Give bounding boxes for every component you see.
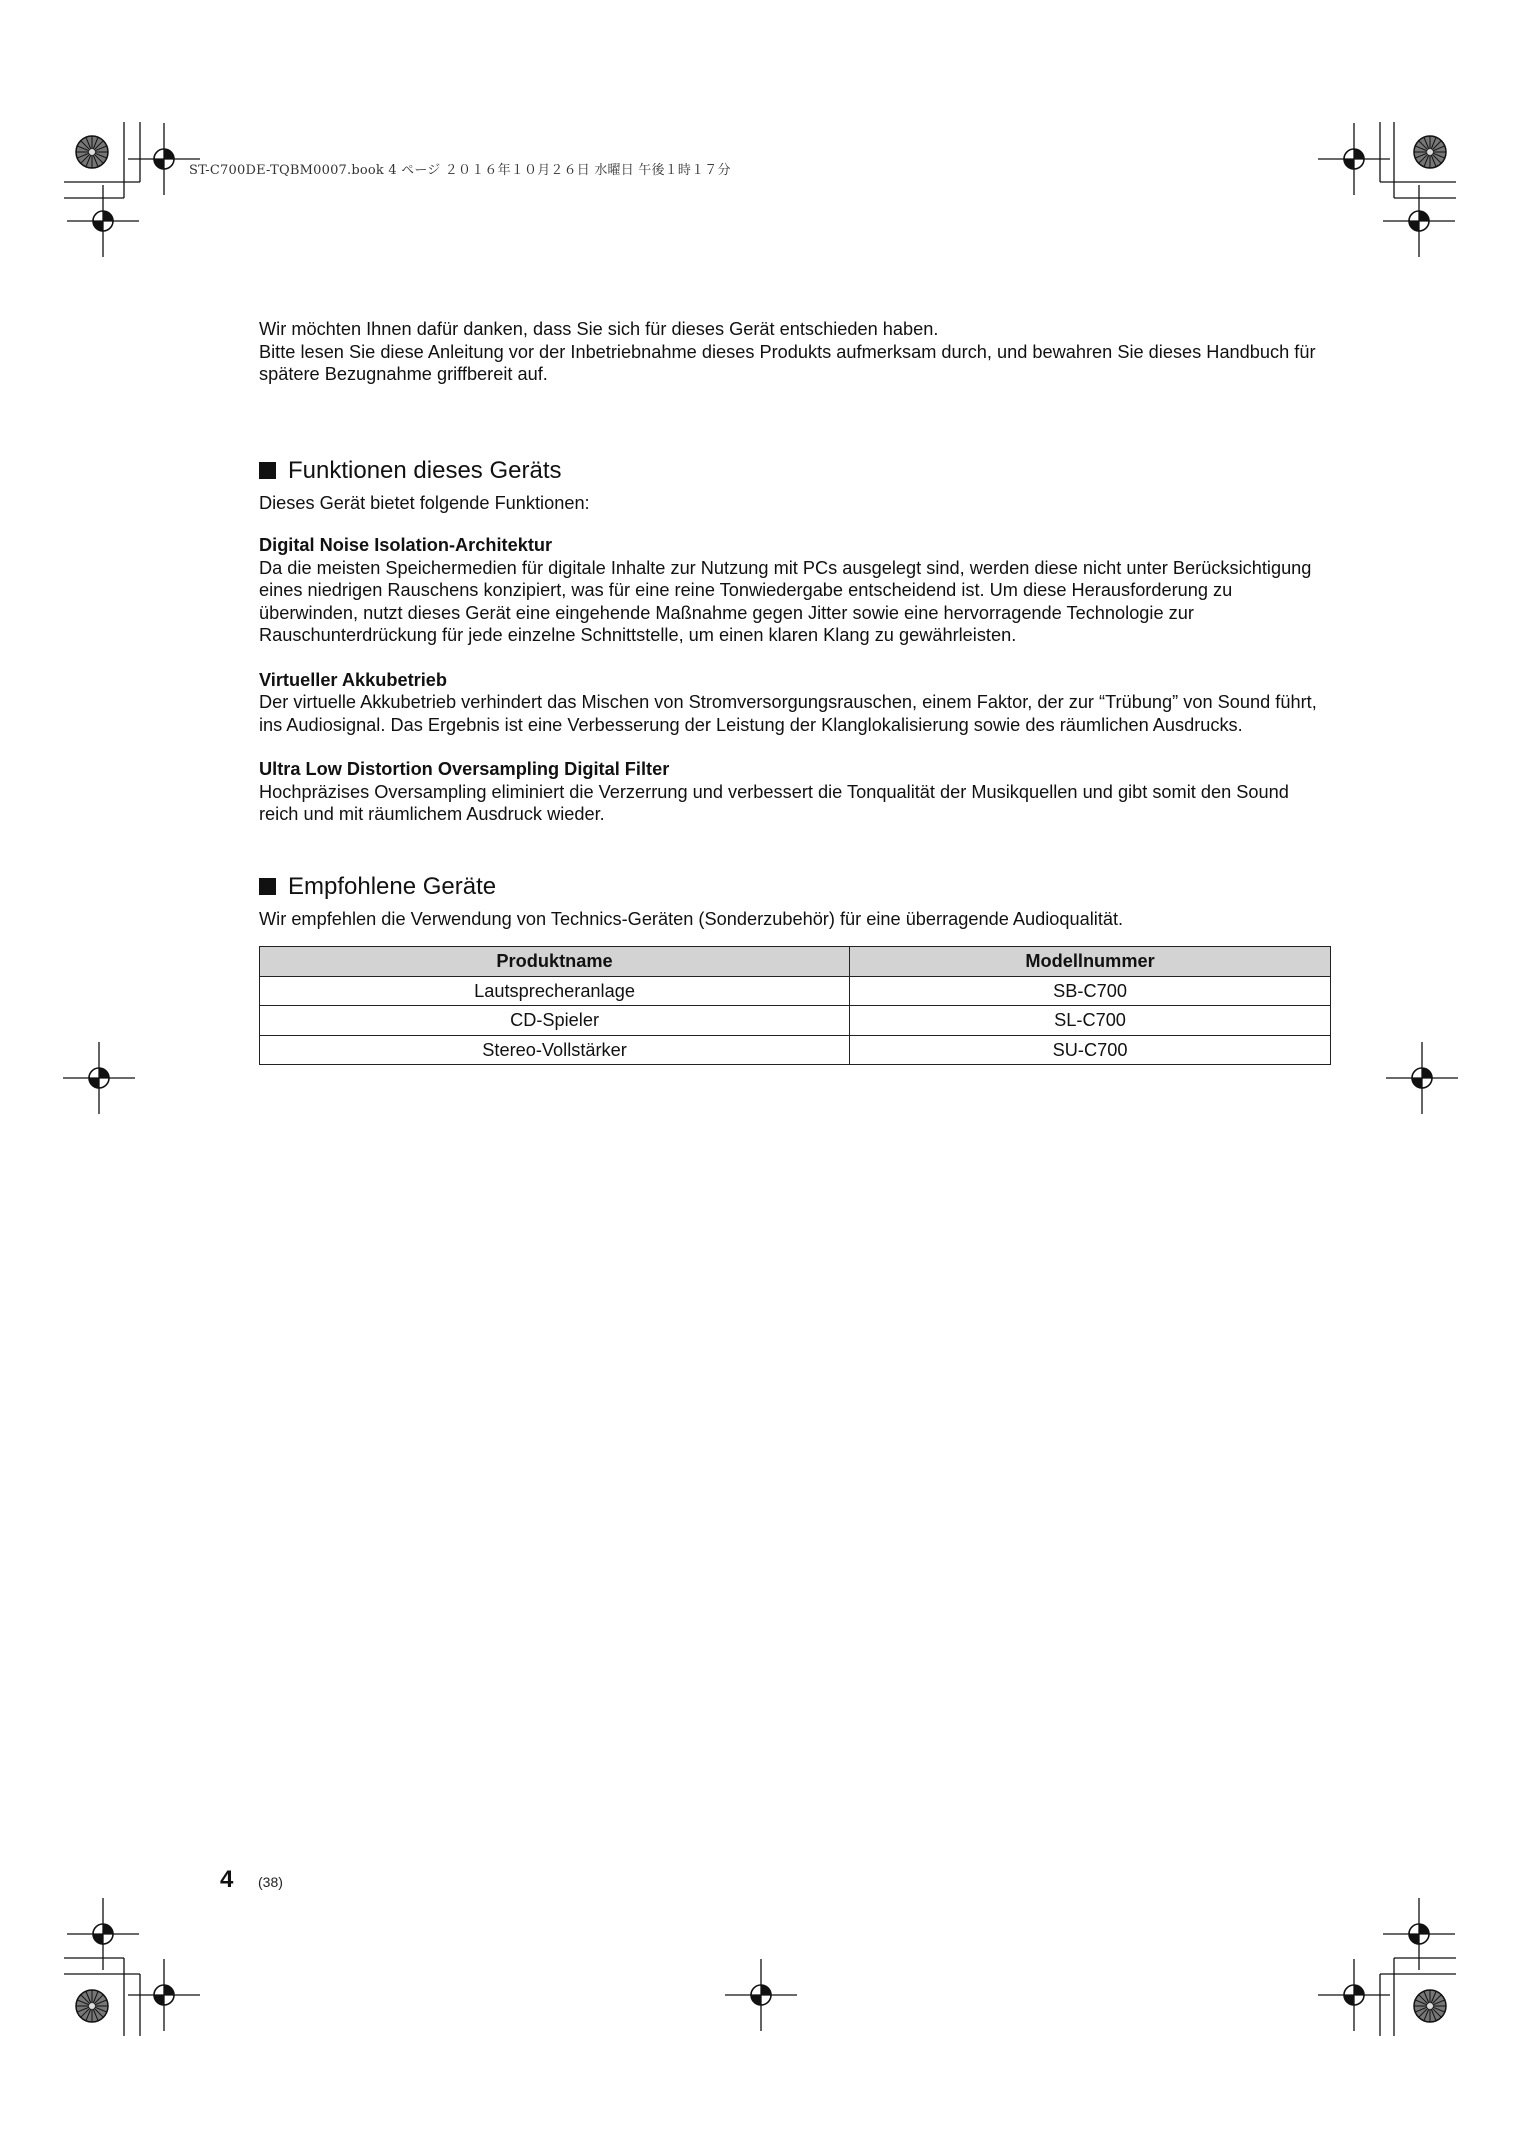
table-cell: CD-Spieler [260, 1006, 850, 1036]
recommended-devices-table [259, 946, 1331, 1065]
feature-title: Virtueller Akkubetrieb [259, 669, 448, 690]
feature-title: Digital Noise Isolation-Architektur [259, 535, 553, 555]
intro-line: Wir möchten Ihnen dafür danken, dass Sie sich für dieses Gerät entschieden haben. [259, 319, 939, 339]
print-job-header: ST-C700DE-TQBM0007.book 4 ページ ２０１６年１０月２６日 水曜日 午後１時１７分 [189, 163, 731, 178]
registration-target-icon [128, 1959, 200, 2031]
page-content [259, 318, 1331, 1065]
feature-text: Da die meisten Speichermedien für digitale Inhalte zur Nutzung mit PCs ausgelegt sind, werden diese nicht unter Berücksichtigung eines niedrigen Rauschens konzipiert, was für eine reine Tonwiedergabe entscheidend ist. Um diese Herausforderung zu überwinden, nutzt dieses Gerät eine eingehende Maßnahme gegen Jitter sowie eine hervorragende Technologie zur Rauschunterdrückung für jede einzelne Schnittstelle, um einen klaren Klang zu gewährleisten. [259, 557, 1312, 645]
intro-line: Bitte lesen Sie diese Anleitung vor der Inbetriebnahme dieses Produkts aufmerksam durch, und bewahren Sie dieses Handbuch für spätere Bezugnahme griffbereit auf. [259, 341, 1316, 384]
column-header: Modellnummer [850, 947, 1331, 977]
registration-star-icon [76, 136, 108, 168]
table-header-row [260, 947, 1331, 977]
table-cell: SB-C700 [850, 976, 1331, 1006]
registration-star-icon [76, 1990, 108, 2022]
feature-text: Der virtuelle Akkubetrieb verhindert das Mischen von Stromversorgungsrauschen, einem Faktor, der zur “Trübung” von Sound führt, ins Audiosignal. Das Ergebnis ist eine Verbesserung der Leistung der Klanglokalisierung sowie des räumlichen Ausdrucks. [259, 692, 1317, 735]
intro [259, 318, 1331, 386]
section-heading-recommended [259, 872, 1331, 902]
table-cell: SU-C700 [850, 1035, 1331, 1065]
feature-text: Hochpräzises Oversampling eliminiert die Verzerrung und verbessert die Tonqualität der Musikquellen und gibt somit den Sound reich und mit räumlichem Ausdruck wieder. [259, 781, 1289, 824]
table-cell: SL-C700 [850, 1006, 1331, 1036]
table-row [260, 976, 1331, 1006]
registration-target-icon [1386, 1042, 1458, 1114]
registration-star-icon [1414, 1990, 1446, 2022]
page-sub-number: (38) [258, 1874, 283, 1890]
registration-target-icon [63, 1042, 135, 1114]
section-heading-functions [259, 456, 1331, 486]
square-bullet-icon [259, 878, 276, 895]
feature-title: Ultra Low Distortion Oversampling Digital Filter [259, 759, 670, 779]
registration-star-icon [1414, 136, 1446, 168]
registration-target-icon [67, 185, 139, 257]
section-lead: Wir empfehlen die Verwendung von Technics-Geräten (Sonderzubehör) für eine überragende Audioqualität. [259, 908, 1124, 929]
table-row [260, 1006, 1331, 1036]
feature-block [259, 758, 1331, 826]
section-lead: Dieses Gerät bietet folgende Funktionen: [259, 492, 590, 513]
column-header: Produktname [260, 947, 850, 977]
table-cell: Stereo-Vollstärker [260, 1035, 850, 1065]
registration-target-icon [67, 1898, 139, 1970]
table-row [260, 1035, 1331, 1065]
feature-block [259, 534, 1331, 647]
table-cell: Lautsprecheranlage [260, 976, 850, 1006]
square-bullet-icon [259, 462, 276, 479]
registration-target-icon [725, 1959, 797, 2031]
page-number: 4 [220, 1866, 234, 1893]
section-title: Empfohlene Geräte [288, 872, 497, 900]
registration-target-icon [1318, 123, 1390, 195]
registration-target-icon [1318, 1959, 1390, 2031]
feature-block [259, 669, 1331, 737]
section-title: Funktionen dieses Geräts [288, 456, 562, 484]
